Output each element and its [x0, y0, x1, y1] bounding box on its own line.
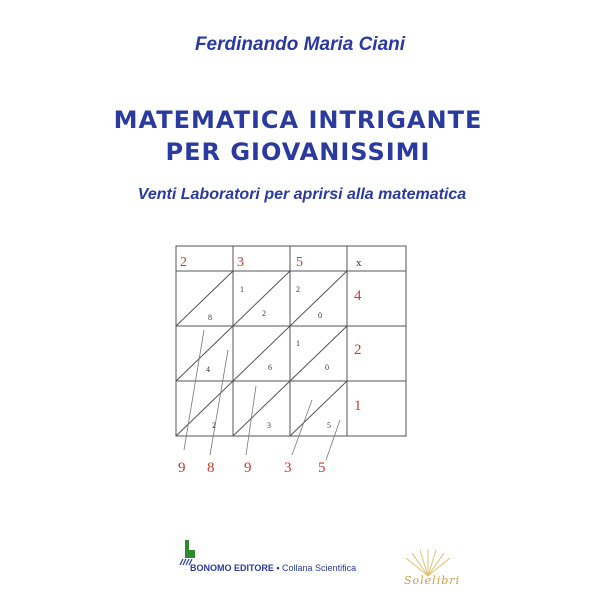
cell-digit: 2: [262, 309, 266, 318]
summation-guides: [184, 330, 340, 460]
author-name: Ferdinando Maria Ciani: [194, 34, 406, 55]
result-digit: 9: [178, 460, 186, 476]
book-subtitle: Venti Laboratori per aprirsi alla matematica: [137, 186, 467, 203]
title-line-2: PER GIOVANISSIMI: [165, 138, 431, 166]
publisher-line: [190, 563, 356, 573]
imprint-name: Solelibri: [404, 574, 461, 587]
grid-lines: [176, 246, 406, 436]
top-digit: 2: [180, 255, 187, 270]
cell-diagonals: [176, 271, 347, 436]
result-digit: 3: [284, 460, 292, 476]
cell-digit: 0: [325, 363, 329, 372]
multiply-symbol: x: [356, 257, 362, 269]
publisher-name: BONOMO EDITORE: [190, 563, 274, 573]
cell-digit: 1: [240, 285, 244, 294]
right-digit: 2: [354, 342, 362, 358]
cell-digit: 5: [327, 421, 331, 430]
cell-digit: 2: [296, 285, 300, 294]
result-digit: 9: [244, 460, 252, 476]
right-digit: 1: [354, 398, 362, 414]
result-digit: 8: [207, 460, 215, 476]
top-digit: 5: [296, 255, 303, 270]
cell-digit: 2: [212, 421, 216, 430]
collection-name: Collana Scientifica: [282, 563, 357, 573]
right-digit: 4: [354, 288, 362, 304]
cell-digit: 6: [268, 363, 272, 372]
cell-digit: 3: [267, 421, 271, 430]
cell-digit: 4: [206, 365, 210, 374]
top-digit: 3: [237, 255, 244, 270]
cell-digit: 1: [296, 339, 300, 348]
cell-digit: 8: [208, 313, 212, 322]
publisher-separator: •: [276, 563, 280, 573]
result-digit: 5: [318, 460, 326, 476]
title-line-1: MATEMATICA INTRIGANTE: [113, 106, 483, 134]
cell-digit: 0: [318, 311, 322, 320]
